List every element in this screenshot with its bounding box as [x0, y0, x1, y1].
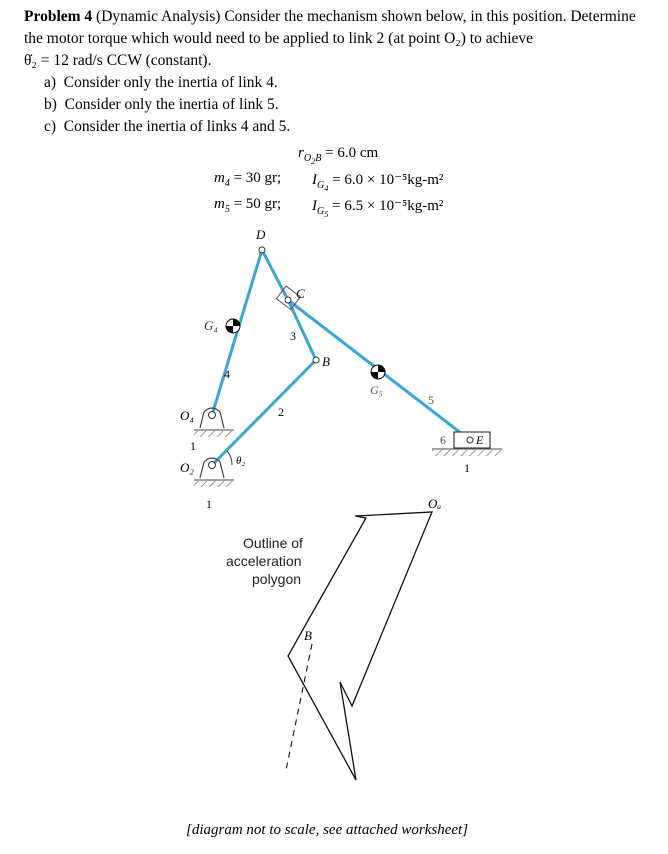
label-e: E — [476, 433, 484, 447]
label-b: B — [322, 354, 330, 369]
label-b-polygon: B — [304, 628, 312, 643]
theta-arc — [227, 451, 232, 465]
angular-speed-value: = 12 rad/s CCW (constant). — [40, 52, 212, 69]
label-theta: θ₂ — [236, 455, 246, 467]
problem-intro: (Dynamic Analysis) Consider the mechanism shown below, in this position. Determine the motor torque which would need to be applied to link 2 (at point O₂) to achieve — [24, 8, 636, 47]
label-o2: O₂ — [180, 460, 194, 475]
dashed-line-b — [286, 644, 312, 770]
link-number-1c: 1 — [464, 461, 470, 475]
link-4 — [212, 250, 262, 415]
angular-speed-symbol: θ̇₂ — [24, 52, 37, 69]
label-g4: G₄ — [204, 318, 218, 333]
link-4-upper — [262, 250, 288, 300]
joint-c — [285, 297, 291, 303]
link-number-5: 5 — [428, 393, 434, 407]
given-r-o2b: $r_{O_2B} = 6.0$ cm — [298, 145, 379, 166]
outline-label-line1: Outline of — [243, 535, 303, 551]
link-number-2: 2 — [278, 405, 284, 419]
mass-center-g4 — [226, 319, 240, 333]
part-b: b) Consider only the inertia of link 5. — [44, 96, 279, 113]
joint-b — [313, 357, 319, 363]
given-m4: $m_4 = 30$ gr; — [214, 170, 282, 189]
label-g5: G₅ — [370, 383, 383, 397]
acceleration-polygon — [286, 512, 432, 780]
ground-pivot-o2 — [194, 458, 234, 487]
link-number-3: 3 — [290, 329, 296, 343]
outline-label-line3: polygon — [252, 571, 302, 587]
link-number-1b: 1 — [206, 497, 212, 511]
outline-label-line2: acceleration — [226, 553, 302, 569]
label-oa: Oₐ — [428, 496, 442, 511]
label-o4: O₄ — [180, 408, 194, 423]
label-c: C — [296, 286, 305, 301]
part-a: a) Consider only the inertia of link 4. — [44, 74, 278, 91]
part-c: c) Consider the inertia of links 4 and 5. — [44, 118, 291, 135]
joint-d — [259, 247, 265, 253]
diagram-caption: [diagram not to scale, see attached worksheet] — [186, 822, 469, 838]
mass-center-g5 — [371, 365, 385, 379]
link-number-4: 4 — [224, 367, 230, 381]
ground-pivot-o4 — [194, 408, 234, 437]
given-m5: $m_5 = 50$ gr; — [214, 196, 282, 215]
given-ig4: $I_{G_4} = 6.0 \times 10^{-5}kg-m^2$ — [312, 172, 444, 193]
given-ig5: $I_{G_5} = 6.5 \times 10^{-5}kg-m^2$ — [312, 198, 444, 219]
link-number-1a: 1 — [190, 439, 196, 453]
link-number-6: 6 — [440, 433, 446, 447]
problem-number: Problem 4 — [24, 8, 93, 25]
label-d: D — [256, 227, 266, 242]
